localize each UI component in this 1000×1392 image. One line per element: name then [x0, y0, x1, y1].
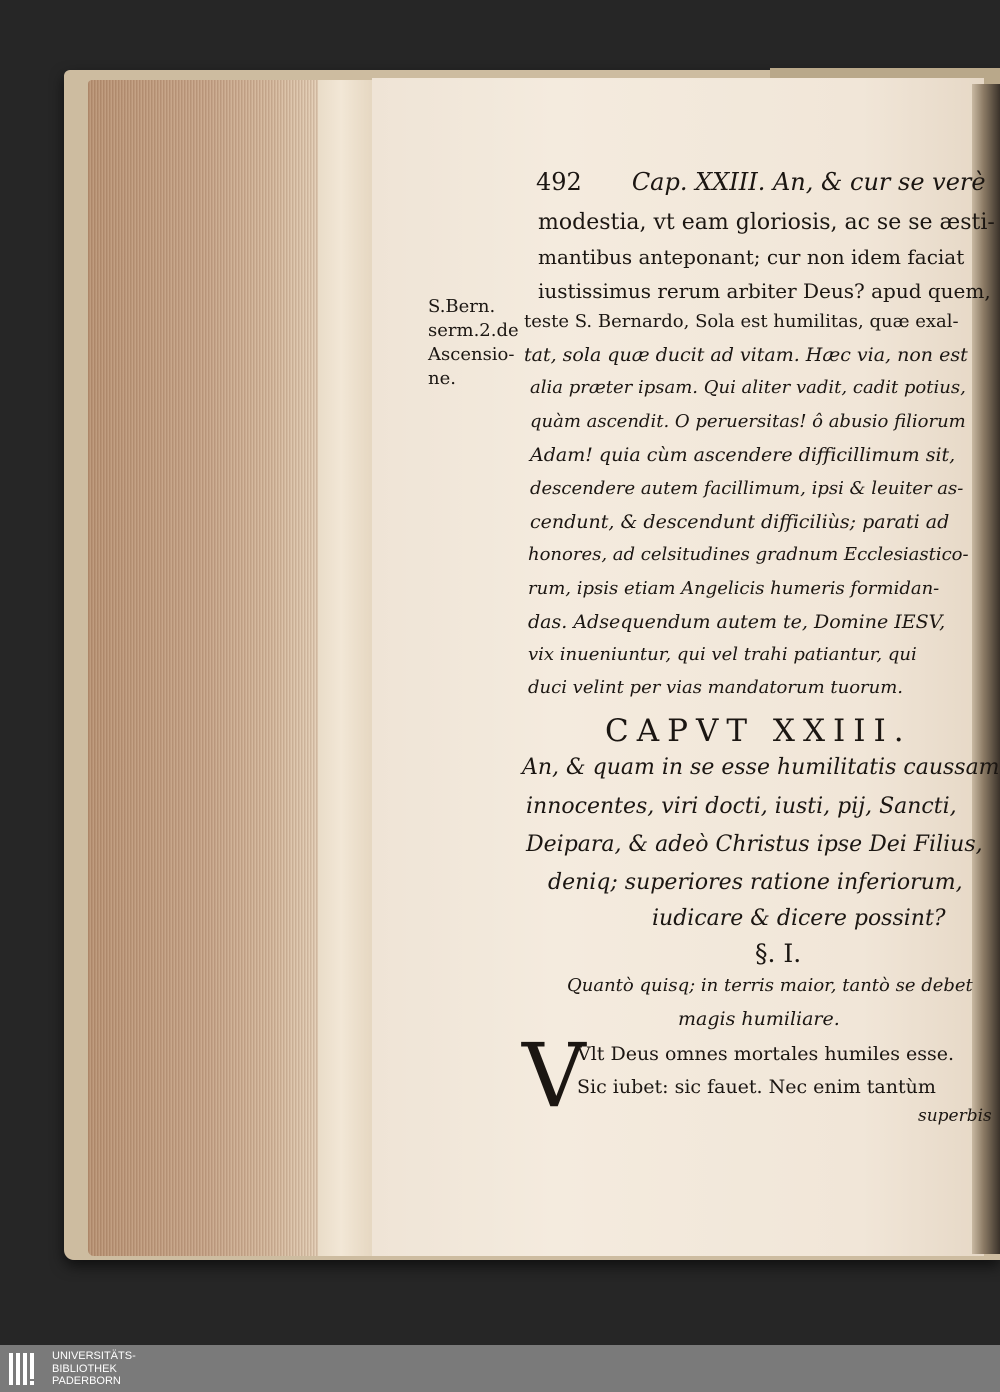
library-name-line: PADERBORN: [52, 1375, 121, 1387]
body-after-line: Vlt Deus omnes mortales humiles esse.: [577, 1043, 955, 1065]
body-line: das. Adsequendum autem te, Domine IESV,: [528, 611, 946, 633]
body-line: alia præter ipsam. Qui aliter vadit, cadit potius,: [530, 377, 966, 398]
chapter-subtitle-line: iudicare & dicere possint?: [652, 906, 946, 931]
section-mark: §. I.: [755, 939, 802, 968]
section-heading-line: Quantò quisq; in terris maior, tantò se debet: [567, 975, 973, 996]
chapter-subtitle-line: An, & quam in se esse humilitatis caussam: [522, 755, 1000, 780]
section-heading-line: magis humiliare.: [678, 1008, 840, 1030]
body-line: iustissimus rerum arbiter Deus? apud quem,: [538, 279, 991, 303]
running-head-title: Cap. XXIII. An, & cur se verè: [631, 168, 986, 196]
library-name-line: BIBLIOTHEK: [52, 1362, 117, 1375]
margin-note-line: Ascensio-: [428, 344, 515, 365]
body-after-line: Sic iubet: sic fauet. Nec enim tantùm: [577, 1076, 936, 1098]
library-logo-icon: [8, 1351, 42, 1387]
body-line: quàm ascendit. O peruersitas! ô abusio filiorum: [530, 411, 966, 432]
library-name: [52, 1350, 136, 1388]
running-head: [536, 168, 986, 196]
library-name-line: UNIVERSITÄTS-: [52, 1350, 136, 1362]
page-edge-highlight: [318, 80, 376, 1256]
body-line: honores, ad celsitudines gradnum Ecclesiastico-: [528, 544, 969, 565]
body-line: Adam! quia cùm ascendere difficillimum sit,: [530, 444, 956, 466]
library-footer-bar: [0, 1345, 1000, 1392]
chapter-subtitle-line: Deipara, & adeò Christus ipse Dei Filius,: [526, 832, 983, 857]
body-line: vix inueniuntur, qui vel trahi patiantur, qui: [528, 644, 917, 665]
chapter-subtitle-line: deniq; superiores ratione inferiorum,: [548, 870, 963, 895]
margin-note-line: serm.2.de: [428, 320, 519, 341]
body-line: descendere autem facillimum, ipsi & leuiter as-: [530, 478, 964, 499]
margin-note-line: S.Bern.: [428, 296, 496, 317]
page-gutter-shadow: [972, 84, 1000, 1254]
margin-note-line: ne.: [428, 368, 456, 389]
body-line: teste S. Bernardo, Sola est humilitas, quæ exal-: [524, 311, 959, 332]
catchword: superbis: [918, 1106, 992, 1126]
body-line: modestia, vt eam gloriosis, ac se se æsti-: [538, 210, 995, 235]
body-line: cendunt, & descendunt difficiliùs; parati ad: [530, 511, 950, 533]
page-number: 492: [536, 168, 582, 196]
chapter-title: CAPVT XXIII.: [605, 713, 912, 749]
body-line: tat, sola quæ ducit ad vitam. Hæc via, non est: [524, 344, 968, 366]
chapter-subtitle-line: innocentes, viri docti, iusti, pij, Sancti,: [526, 794, 957, 819]
drop-cap: V: [522, 1024, 586, 1127]
body-line: rum, ipsis etiam Angelicis humeris formidan-: [528, 578, 940, 599]
body-line: duci velint per vias mandatorum tuorum.: [528, 677, 904, 698]
body-line: mantibus anteponant; cur non idem faciat: [538, 245, 965, 269]
page-fore-edges: [88, 80, 350, 1256]
